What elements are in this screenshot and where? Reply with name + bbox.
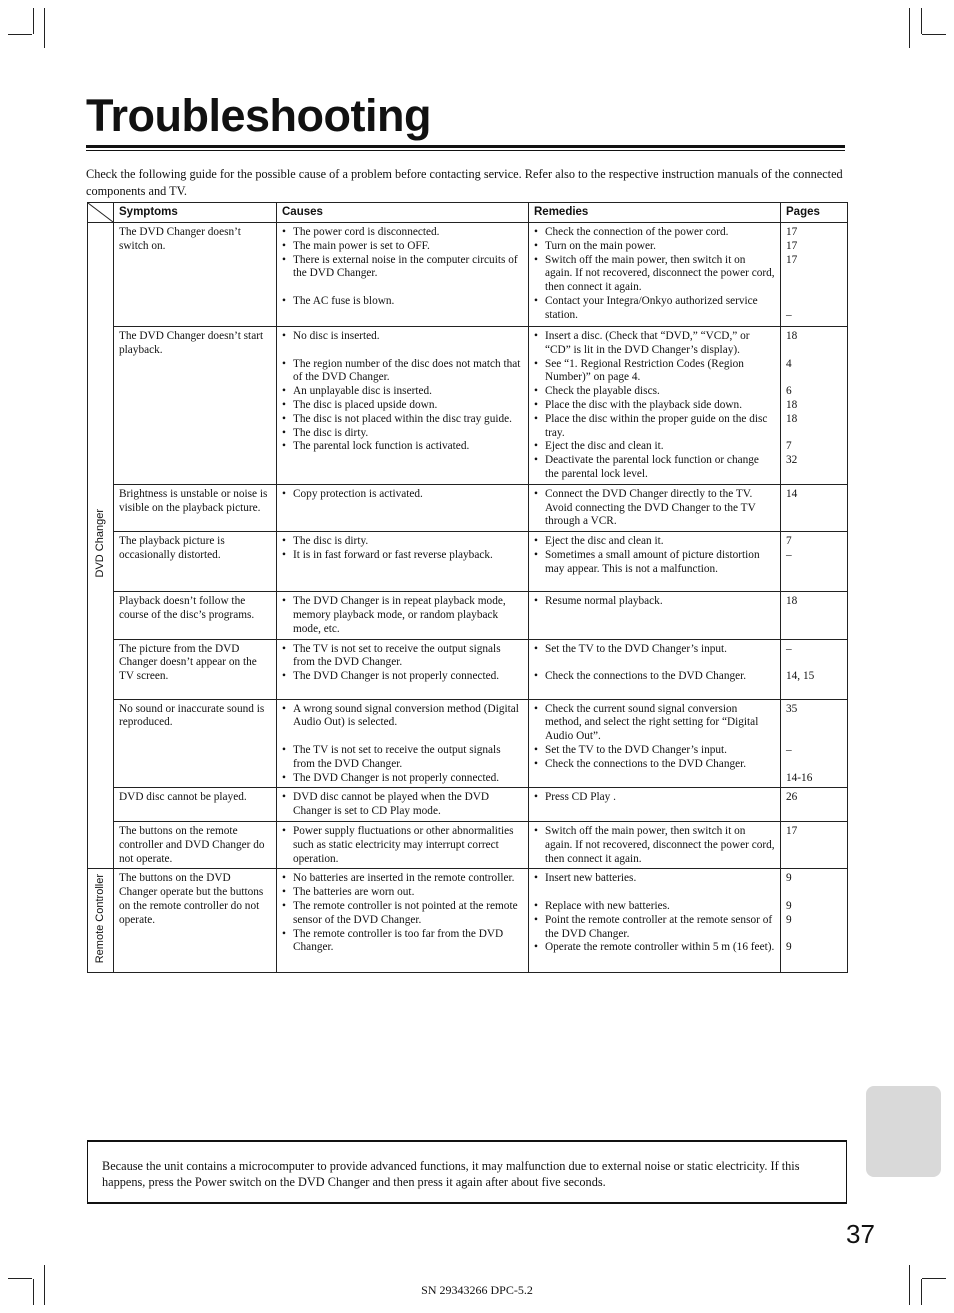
remedy-item: • Insert a disc. (Check that “DVD,” “VCD,” or “CD” is lit in the DVD Changer’s display). — [534, 330, 775, 358]
table-row — [88, 223, 848, 327]
page-number: 37 — [846, 1219, 875, 1249]
causes-cell — [277, 639, 529, 699]
causes-list — [282, 226, 523, 309]
cause-item: • No batteries are inserted in the remote controller. — [282, 872, 523, 886]
causes-cell — [277, 869, 529, 973]
remedies-cell — [529, 484, 781, 531]
pages-list — [786, 535, 842, 563]
page-reference: 18 — [786, 330, 798, 342]
page-reference: – — [786, 642, 792, 655]
crop-mark — [44, 8, 45, 48]
remedy-item: • Eject the disc and clean it. — [534, 535, 775, 549]
remedy-item: • Press CD Play . — [534, 791, 775, 805]
page-reference — [786, 758, 842, 772]
remedy-item: • Sometimes a small amount of picture distortion may appear. This is not a malfunction. — [534, 549, 775, 577]
page-reference — [786, 267, 842, 281]
page-reference: 14 — [786, 487, 798, 500]
cause-item: • It is in fast forward or fast reverse playback. — [282, 549, 523, 563]
pages-list — [786, 488, 842, 502]
cause-item: • The DVD Changer is not properly connected. — [282, 772, 523, 786]
title-rule — [86, 145, 845, 148]
remedies-list — [534, 791, 775, 805]
cause-item: • There is external noise in the computer circuits of the DVD Changer. — [282, 254, 523, 282]
remedy-item: • Connect the DVD Changer directly to the TV. Avoid connecting the DVD Changer to the TV through a VCR. — [534, 488, 775, 529]
cause-item: • The disc is dirty. — [282, 427, 523, 441]
page-reference — [786, 281, 842, 295]
remedies-list — [534, 825, 775, 866]
remedies-cell — [529, 592, 781, 639]
pages-list — [786, 703, 842, 786]
crop-mark — [922, 34, 946, 35]
causes-cell — [277, 223, 529, 327]
cause-item: • An unplayable disc is inserted. — [282, 385, 523, 399]
cause-item: • The parental lock function is activated. — [282, 440, 523, 454]
header-causes: Causes — [277, 203, 529, 223]
header-symptoms: Symptoms — [114, 203, 277, 223]
header-corner-cell — [88, 203, 114, 223]
note-box — [87, 1140, 847, 1204]
causes-list — [282, 488, 523, 502]
page-reference: 4 — [786, 357, 792, 370]
remedies-cell — [529, 532, 781, 592]
cause-item: • The DVD Changer is not properly connected. — [282, 670, 523, 684]
troubleshooting-table — [87, 202, 848, 973]
page-reference — [786, 371, 842, 385]
page-reference: 26 — [786, 791, 798, 804]
pages-cell — [781, 788, 848, 822]
page-reference: 14-16 — [786, 771, 813, 784]
remedies-cell — [529, 223, 781, 327]
symptom-cell: The buttons on the DVD Changer operate but the buttons on the remote controller do not operate. — [114, 869, 277, 973]
header-pages: Pages — [781, 203, 848, 223]
remedy-item: • Place the disc with the playback side down. — [534, 399, 775, 413]
title-rule-thin — [86, 150, 845, 151]
remedies-cell — [529, 699, 781, 788]
page-title: Troubleshooting — [86, 90, 431, 141]
cause-item: • The batteries are worn out. — [282, 886, 523, 900]
pages-list — [786, 643, 842, 684]
symptom-cell: The DVD Changer doesn’t switch on. — [114, 223, 277, 327]
causes-cell — [277, 788, 529, 822]
crop-mark — [33, 8, 34, 34]
table-row — [88, 532, 848, 592]
page-reference: 9 — [786, 941, 792, 954]
page-reference: 17 — [786, 824, 798, 837]
intro-paragraph: Check the following guide for the possible cause of a problem before contacting service. Refer also to the respective instruction manuals of the connected components and TV. — [86, 167, 843, 198]
symptom-cell: DVD disc cannot be played. — [114, 788, 277, 822]
page-reference — [786, 730, 842, 744]
page-reference: 7 — [786, 440, 792, 453]
causes-cell — [277, 327, 529, 485]
pages-list — [786, 791, 842, 805]
causes-list — [282, 595, 523, 636]
symptom-cell: No sound or inaccurate sound is reproduced. — [114, 699, 277, 788]
page-reference: 35 — [786, 702, 798, 715]
cause-item: • The region number of the disc does not match that of the DVD Changer. — [282, 358, 523, 386]
page-reference — [786, 886, 842, 900]
cause-item: • The TV is not set to receive the output signals from the DVD Changer. — [282, 744, 523, 772]
pages-cell — [781, 327, 848, 485]
page-reference: 17 — [786, 239, 798, 252]
pages-cell — [781, 869, 848, 973]
symptom-cell: The picture from the DVD Changer doesn’t appear on the TV screen. — [114, 639, 277, 699]
group-label-remote-controller — [88, 869, 114, 973]
page-reference: 32 — [786, 454, 798, 467]
symptom-cell: The playback picture is occasionally distorted. — [114, 532, 277, 592]
table-row — [88, 699, 848, 788]
crop-mark — [8, 1278, 32, 1279]
table-row — [88, 327, 848, 485]
remedies-list — [534, 643, 775, 684]
table-row — [88, 484, 848, 531]
remedies-cell — [529, 869, 781, 973]
causes-list — [282, 703, 523, 786]
page-reference — [786, 716, 842, 730]
symptom-cell: The DVD Changer doesn’t start playback. — [114, 327, 277, 485]
pages-cell — [781, 532, 848, 592]
page-reference: 18 — [786, 398, 798, 411]
pages-list — [786, 872, 842, 955]
pages-cell — [781, 484, 848, 531]
crop-mark — [922, 1278, 946, 1279]
remedy-item: • Set the TV to the DVD Changer’s input. — [534, 643, 775, 657]
pages-cell — [781, 592, 848, 639]
cause-item: • The disc is not placed within the disc tray guide. — [282, 413, 523, 427]
crop-mark — [8, 34, 32, 35]
causes-cell — [277, 699, 529, 788]
page-reference: 9 — [786, 913, 792, 926]
page-reference: 7 — [786, 535, 792, 548]
cause-item: • Copy protection is activated. — [282, 488, 523, 502]
page-reference: 6 — [786, 385, 792, 398]
remedy-item: • Set the TV to the DVD Changer’s input. — [534, 744, 775, 758]
causes-cell — [277, 484, 529, 531]
cause-item: • A wrong sound signal conversion method (Digital Audio Out) is selected. — [282, 703, 523, 731]
cause-item: • The power cord is disconnected. — [282, 226, 523, 240]
page-reference: 9 — [786, 872, 792, 885]
remedy-item: • Place the disc within the proper guide on the disc tray. — [534, 413, 775, 441]
table-row — [88, 869, 848, 973]
cause-item: • The main power is set to OFF. — [282, 240, 523, 254]
causes-list — [282, 535, 523, 563]
page-reference — [786, 928, 842, 942]
remedy-item: • Turn on the main power. — [534, 240, 775, 254]
page-reference: – — [786, 308, 792, 321]
pages-cell — [781, 639, 848, 699]
group-label-text: Remote Controller — [93, 873, 106, 964]
remedy-item: • Replace with new batteries. — [534, 900, 775, 914]
remedy-item: • Contact your Integra/Onkyo authorized service station. — [534, 295, 775, 323]
table-row — [88, 788, 848, 822]
remedies-list — [534, 595, 775, 609]
symptom-cell: The buttons on the remote controller and DVD Changer do not operate. — [114, 821, 277, 868]
remedy-item: • Check the connections to the DVD Changer. — [534, 758, 775, 772]
pages-cell — [781, 699, 848, 788]
page-reference — [786, 656, 842, 670]
page-reference: 14, 15 — [786, 670, 815, 683]
symptom-cell: Playback doesn’t follow the course of the disc’s programs. — [114, 592, 277, 639]
page-reference: 9 — [786, 899, 792, 912]
causes-list — [282, 825, 523, 866]
footer-code: SN 29343266 DPC-5.2 — [421, 1283, 533, 1297]
header-remedies: Remedies — [529, 203, 781, 223]
pages-list — [786, 330, 842, 468]
cause-item: • No disc is inserted. — [282, 330, 523, 344]
cause-item: • The disc is dirty. — [282, 535, 523, 549]
remedy-item: • Switch off the main power, then switch it on again. If not recovered, disconnect the power cord, then connect it again. — [534, 254, 775, 295]
group-label-dvd-changer — [88, 223, 114, 869]
pages-cell — [781, 223, 848, 327]
cause-item: • The DVD Changer is in repeat playback mode, memory playback mode, or random playback mode, etc. — [282, 595, 523, 636]
cause-item: • The TV is not set to receive the output signals from the DVD Changer. — [282, 643, 523, 671]
cause-item: • Power supply fluctuations or other abnormalities such as static electricity may interrupt correct operation. — [282, 825, 523, 866]
pages-cell — [781, 821, 848, 868]
note-text: Because the unit contains a microcomputer to provide advanced functions, it may malfunction due to external noise or static electricity. If this happens, press the Power switch on the DVD Changer and then press it again after about five seconds. — [102, 1159, 800, 1189]
cause-item: • DVD disc cannot be played when the DVD Changer is set to CD Play mode. — [282, 791, 523, 819]
remedy-item: • Check the playable discs. — [534, 385, 775, 399]
remedies-cell — [529, 821, 781, 868]
page-reference: 18 — [786, 412, 798, 425]
remedies-cell — [529, 327, 781, 485]
remedy-item: • Check the connection of the power cord. — [534, 226, 775, 240]
remedy-item: • Deactivate the parental lock function or change the parental lock level. — [534, 454, 775, 482]
causes-cell — [277, 592, 529, 639]
page-reference: 17 — [786, 226, 798, 238]
crop-mark — [909, 8, 910, 48]
causes-list — [282, 872, 523, 955]
pages-list — [786, 226, 842, 323]
remedies-list — [534, 226, 775, 323]
cause-item: • The remote controller is too far from the DVD Changer. — [282, 928, 523, 956]
cause-item: • The AC fuse is blown. — [282, 295, 523, 309]
causes-cell — [277, 821, 529, 868]
remedy-item: • Switch off the main power, then switch it on again. If not recovered, disconnect the power cord, then connect it again. — [534, 825, 775, 866]
remedies-cell — [529, 788, 781, 822]
remedy-item: • Operate the remote controller within 5 m (16 feet). — [534, 941, 775, 955]
remedies-list — [534, 872, 775, 955]
page-reference: 18 — [786, 595, 798, 608]
page-reference: – — [786, 548, 792, 561]
remedy-item: • Check the current sound signal conversion method, and select the right setting for “Digital Audio Out”. — [534, 703, 775, 744]
remedies-list — [534, 535, 775, 576]
remedy-item: • Insert new batteries. — [534, 872, 775, 886]
table-row — [88, 639, 848, 699]
cause-item: • The disc is placed upside down. — [282, 399, 523, 413]
remedy-item: • Point the remote controller at the remote sensor of the DVD Changer. — [534, 914, 775, 942]
remedy-item: • Check the connections to the DVD Changer. — [534, 670, 775, 684]
pages-list — [786, 825, 842, 839]
table-row — [88, 592, 848, 639]
remedies-list — [534, 488, 775, 529]
table-row — [88, 821, 848, 868]
causes-list — [282, 643, 523, 684]
symptom-cell: Brightness is unstable or noise is visible on the playback picture. — [114, 484, 277, 531]
page-reference — [786, 295, 842, 309]
section-tab-marker — [866, 1086, 941, 1177]
cause-item: • The remote controller is not pointed at the remote sensor of the DVD Changer. — [282, 900, 523, 928]
page-reference: 17 — [786, 253, 798, 266]
remedy-item: • Resume normal playback. — [534, 595, 775, 609]
table-header-row — [88, 203, 848, 223]
pages-list — [786, 595, 842, 609]
remedies-cell — [529, 639, 781, 699]
page-reference — [786, 344, 842, 358]
remedy-item: • See “1. Regional Restriction Codes (Region Number)” on page 4. — [534, 358, 775, 386]
remedies-list — [534, 330, 775, 482]
page-reference — [786, 427, 842, 441]
remedies-list — [534, 703, 775, 772]
crop-mark — [921, 8, 922, 34]
causes-list — [282, 330, 523, 454]
causes-list — [282, 791, 523, 819]
group-label-text: DVD Changer — [93, 509, 106, 578]
causes-cell — [277, 532, 529, 592]
page-reference: – — [786, 743, 792, 756]
remedy-item: • Eject the disc and clean it. — [534, 440, 775, 454]
